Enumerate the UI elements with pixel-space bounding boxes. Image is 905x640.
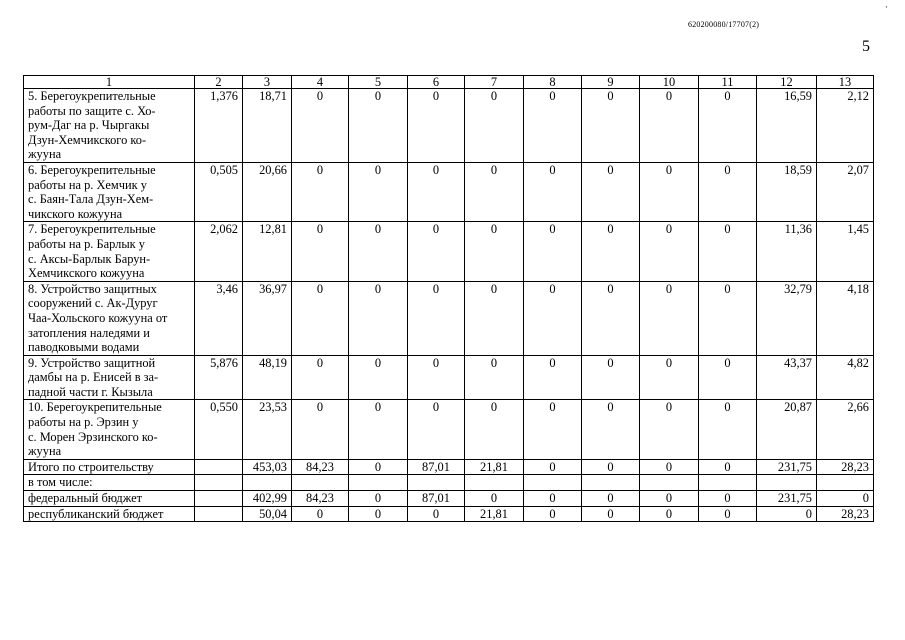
table-cell: 0 (640, 89, 699, 163)
table-cell: 402,99 (243, 491, 292, 507)
table-cell: 0 (699, 281, 757, 355)
table-cell: 0 (408, 506, 465, 522)
table-cell: 0 (524, 89, 582, 163)
document-id: 620200080/17707(2) (688, 20, 760, 29)
table-cell: 0 (465, 222, 524, 281)
table-cell: 0 (408, 281, 465, 355)
table-cell: 0 (465, 162, 524, 221)
table-cell: 2,66 (817, 400, 874, 459)
table-cell: 0 (582, 162, 640, 221)
table-cell: 21,81 (465, 459, 524, 475)
table-cell (349, 475, 408, 491)
table-cell: 0 (292, 400, 349, 459)
table-cell: 0 (524, 355, 582, 400)
row-label: 8. Устройство защитных сооружений с. Ак-Дуруг Чаа-Хольского кожууна от затопления наледями и паводковыми водами (24, 281, 195, 355)
table-cell: 0 (640, 222, 699, 281)
table-cell: 12,81 (243, 222, 292, 281)
table-cell: 0 (524, 506, 582, 522)
table-cell: 36,97 (243, 281, 292, 355)
table-cell: 0,550 (195, 400, 243, 459)
column-header: 9 (582, 76, 640, 89)
column-header: 4 (292, 76, 349, 89)
table-cell: 0 (349, 459, 408, 475)
table-cell: 0 (640, 506, 699, 522)
table-cell: 18,71 (243, 89, 292, 163)
column-header: 11 (699, 76, 757, 89)
row-label: федеральный бюджет (24, 491, 195, 507)
data-table (23, 75, 874, 522)
table-cell: 0 (292, 355, 349, 400)
table-cell: 0 (640, 281, 699, 355)
table-cell: 0 (757, 506, 817, 522)
table-cell (524, 475, 582, 491)
row-label: 9. Устройство защитной дамбы на р. Енисей в за- падной части г. Кызыла (24, 355, 195, 400)
column-header: 12 (757, 76, 817, 89)
table-cell: 2,07 (817, 162, 874, 221)
table-cell: 1,45 (817, 222, 874, 281)
table-cell (195, 475, 243, 491)
table-cell: 0 (292, 162, 349, 221)
table-cell: 0 (640, 355, 699, 400)
table-cell: 0 (349, 355, 408, 400)
table-cell: 87,01 (408, 491, 465, 507)
table-cell (195, 491, 243, 507)
table-cell: 21,81 (465, 506, 524, 522)
table-cell: 0 (408, 89, 465, 163)
table-cell: 0 (582, 222, 640, 281)
table-cell: 18,59 (757, 162, 817, 221)
table-cell: 0 (582, 459, 640, 475)
table-cell: 0 (699, 491, 757, 507)
table-cell: 0 (524, 281, 582, 355)
table-row (24, 400, 874, 459)
table-cell: 50,04 (243, 506, 292, 522)
table-row (24, 355, 874, 400)
table-cell: 0 (699, 400, 757, 459)
table-cell: 0 (292, 506, 349, 522)
table-cell: 43,37 (757, 355, 817, 400)
table-cell (243, 475, 292, 491)
table-cell: 0 (582, 281, 640, 355)
table-cell: 0 (640, 491, 699, 507)
table-cell: 20,66 (243, 162, 292, 221)
table-cell: 0 (640, 459, 699, 475)
table-cell (640, 475, 699, 491)
table-cell: 0 (582, 355, 640, 400)
column-header: 2 (195, 76, 243, 89)
table-cell: 28,23 (817, 506, 874, 522)
table-cell: 0 (292, 222, 349, 281)
table-cell: 0 (349, 162, 408, 221)
table-cell: 0 (465, 400, 524, 459)
table-cell: 231,75 (757, 491, 817, 507)
column-header: 7 (465, 76, 524, 89)
table-cell: 1,376 (195, 89, 243, 163)
table-cell: 5,876 (195, 355, 243, 400)
table-cell: 20,87 (757, 400, 817, 459)
table-cell: 0 (349, 89, 408, 163)
table-cell: 4,18 (817, 281, 874, 355)
table-cell: 3,46 (195, 281, 243, 355)
table-cell: 0 (582, 400, 640, 459)
table-cell: 11,36 (757, 222, 817, 281)
table-cell: 0 (408, 222, 465, 281)
table-cell: 87,01 (408, 459, 465, 475)
table-cell (408, 475, 465, 491)
table-cell: 0 (524, 222, 582, 281)
column-header: 6 (408, 76, 465, 89)
table-cell (465, 475, 524, 491)
table-cell: 0 (465, 281, 524, 355)
corner-mark: · (885, 2, 888, 12)
table-cell: 0 (524, 459, 582, 475)
column-header: 1 (24, 76, 195, 89)
row-label: республиканский бюджет (24, 506, 195, 522)
table-cell (582, 475, 640, 491)
column-header: 8 (524, 76, 582, 89)
table-cell: 2,12 (817, 89, 874, 163)
table-cell: 0 (699, 355, 757, 400)
table-cell: 4,82 (817, 355, 874, 400)
table-cell: 0,505 (195, 162, 243, 221)
table-row (24, 281, 874, 355)
table-cell: 0 (408, 400, 465, 459)
table-cell: 0 (349, 222, 408, 281)
table-cell: 0 (699, 89, 757, 163)
table-cell: 0 (640, 400, 699, 459)
table-cell: 0 (699, 506, 757, 522)
row-label: 6. Берегоукрепительные работы на р. Хемчик у с. Баян-Тала Дзун-Хем- чикского кожууна (24, 162, 195, 221)
table-cell: 0 (349, 400, 408, 459)
table-row (24, 89, 874, 163)
table-cell: 0 (349, 281, 408, 355)
table-cell: 23,53 (243, 400, 292, 459)
table-cell: 84,23 (292, 491, 349, 507)
table-row (24, 459, 874, 475)
table-cell: 0 (817, 491, 874, 507)
table-cell (195, 506, 243, 522)
table-cell: 28,23 (817, 459, 874, 475)
column-header: 10 (640, 76, 699, 89)
column-header: 5 (349, 76, 408, 89)
table-cell: 0 (292, 281, 349, 355)
table-row (24, 162, 874, 221)
table-cell: 0 (408, 355, 465, 400)
table-cell: 0 (524, 400, 582, 459)
table-cell: 0 (524, 491, 582, 507)
table-row (24, 491, 874, 507)
table-cell: 32,79 (757, 281, 817, 355)
table-cell: 231,75 (757, 459, 817, 475)
table-cell: 0 (408, 162, 465, 221)
row-label: в том числе: (24, 475, 195, 491)
table-cell: 0 (699, 222, 757, 281)
row-label: Итого по строительству (24, 459, 195, 475)
table-cell: 0 (465, 491, 524, 507)
column-header: 3 (243, 76, 292, 89)
table-cell: 0 (465, 89, 524, 163)
table-cell: 453,03 (243, 459, 292, 475)
table-cell (699, 475, 757, 491)
table-cell (195, 459, 243, 475)
table-cell: 0 (349, 506, 408, 522)
table-cell: 16,59 (757, 89, 817, 163)
row-label: 10. Берегоукрепительные работы на р. Эрзин у с. Морен Эрзинского ко- жууна (24, 400, 195, 459)
table-row (24, 506, 874, 522)
column-header: 13 (817, 76, 874, 89)
page-number: 5 (862, 38, 870, 55)
row-label: 5. Берегоукрепительные работы по защите с. Хо- рум-Даг на р. Чыргакы Дзун-Хемчикского ко- жууна (24, 89, 195, 163)
table-cell: 0 (640, 162, 699, 221)
table-cell (757, 475, 817, 491)
table-cell: 0 (582, 506, 640, 522)
table-row (24, 222, 874, 281)
table-row (24, 475, 874, 491)
table-cell (292, 475, 349, 491)
table-cell (817, 475, 874, 491)
table-cell: 0 (524, 162, 582, 221)
row-label: 7. Берегоукрепительные работы на р. Барлык у с. Аксы-Барлык Барун- Хемчикского кожууна (24, 222, 195, 281)
table-cell: 0 (582, 89, 640, 163)
table-header-row (24, 76, 874, 89)
table-cell: 2,062 (195, 222, 243, 281)
table-cell: 48,19 (243, 355, 292, 400)
table-cell: 0 (699, 459, 757, 475)
table-cell: 0 (465, 355, 524, 400)
table-cell: 84,23 (292, 459, 349, 475)
table-cell: 0 (699, 162, 757, 221)
table-cell: 0 (292, 89, 349, 163)
table-cell: 0 (349, 491, 408, 507)
table-cell: 0 (582, 491, 640, 507)
